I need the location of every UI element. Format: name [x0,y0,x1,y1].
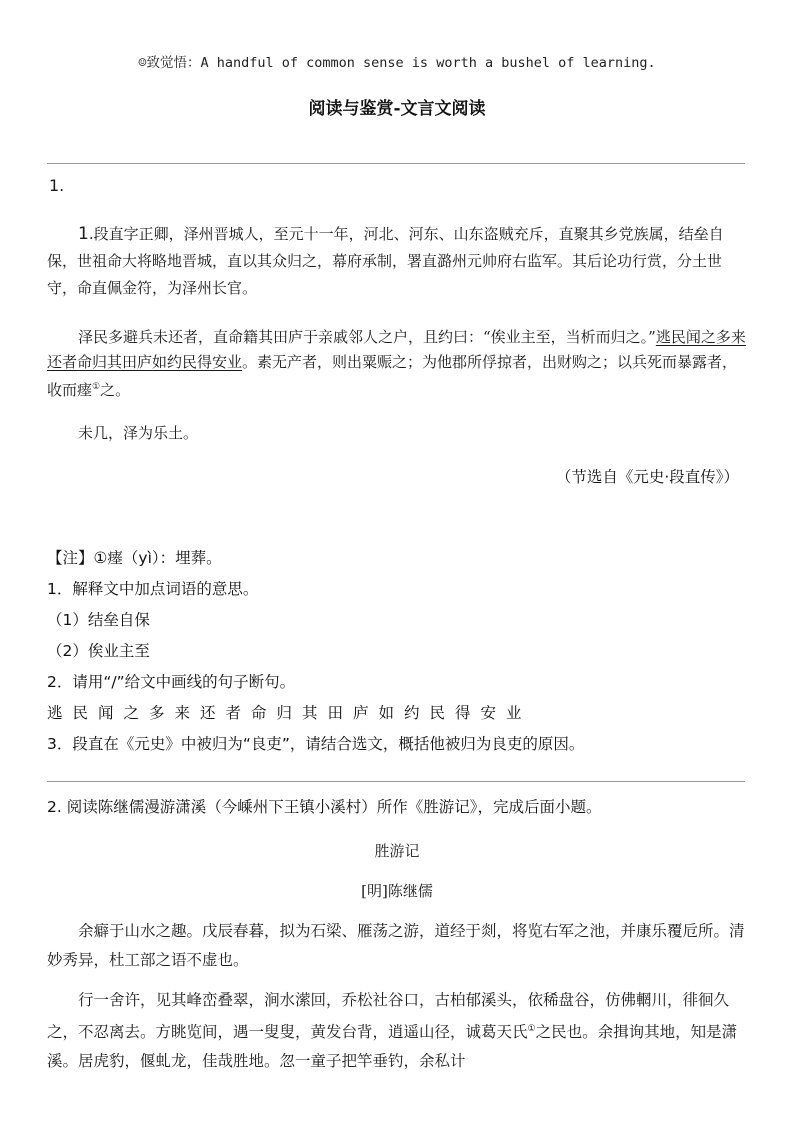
passage-paragraph-2 [47,325,747,403]
essay-title: 胜游记 [374,842,420,860]
divider-middle [47,781,745,782]
question-1-1: 1．解释文中加点词语的意思。 [47,580,259,598]
question-number-1: 1. [49,176,65,195]
header-motto: ☺致觉悟：A handful of common sense is worth a bushel of learning. [138,55,656,71]
question-1-3: 3．段直在《元史》中被归为“良吏”，请结合选文，概括他被归为良吏的原因。 [47,735,585,753]
page-title: 阅读与鉴赏-文言文阅读 [308,99,486,119]
footnote-mark-2: ① [527,1024,536,1034]
essay-author: [明]陈继儒 [361,882,433,900]
divider-top [47,163,745,164]
question-1-2: 2．请用“/”给文中画线的句子断句。 [47,673,296,691]
essay-paragraph-2 [47,986,747,1076]
essay-paragraph-2-part-a: 行一舍许，见其峰峦叠翠，涧水潆回，乔松社谷口，古柏郁溪头，依稀盘谷，仿佛輞川，徘徊久之，不忍离去。方眺览间，遇一叟叟，黄发台背，逍遥山径，诚葛天氏 [47,991,730,1041]
passage-paragraph-2-after: 。素无产者，则出粟赈之；为他郡所俘掠者，出财购之；以兵死而暴露者，收而瘗 [47,353,738,399]
underlined-sentence: 逃民闻之多来还者命归其田庐如约民得安业 [47,328,746,371]
passage-lead-number: 1 [78,224,89,244]
passage-source: （节选自《元史·段直传》） [555,468,739,486]
question-2-prompt: 2. 阅读陈继儒漫游潇溪（今嵊州下王镇小溪村）所作《胜游记》，完成后面小题。 [47,798,602,816]
passage-paragraph-2-before: 泽民多避兵未还者，直命籍其田庐于亲戚邻人之户，且约曰：“俟业主至，当析而归之。” [78,328,656,346]
question-1-2-sentence: 逃民闻之多来还者命归其田庐如约民得安业 [47,704,532,722]
passage-paragraph-1-text: .段直字正卿，泽州晋城人，至元十一年，河北、河东、山东盗贼充斥，直聚其乡党族属，结垒自保，世祖命大将略地晋城，直以其众归之，幕府承制，署直潞州元帅府右监军。其后论功行赏，分土世守，命直佩金符，为泽州长官。 [47,225,724,297]
passage-paragraph-3: 未几，泽为乐土。 [78,424,199,442]
essay-paragraph-2-part-b: 之民也。余揖询其地，知是潇溪。居虎豹，偃虬龙，佳哉胜地。忽一童子把竿垂钓，余私计 [47,1023,738,1070]
passage-paragraph-2-end: 之。 [100,381,131,399]
essay-paragraph-1: 余癖于山水之趣。戊辰春暮，拟为石梁、雁荡之游，道经于剡，将览右军之池，并康乐覆卮所。清妙秀异，杜工部之语不虚也。 [47,922,745,969]
footnote-mark-1: ① [92,382,101,392]
question-1-1-item-2: （2）俟业主至 [47,642,150,660]
annotation-note: 【注】①瘗（yì）：埋葬。 [47,549,222,567]
question-1-1-item-1: （1）结垒自保 [47,611,150,629]
passage-paragraph-1 [47,221,747,302]
